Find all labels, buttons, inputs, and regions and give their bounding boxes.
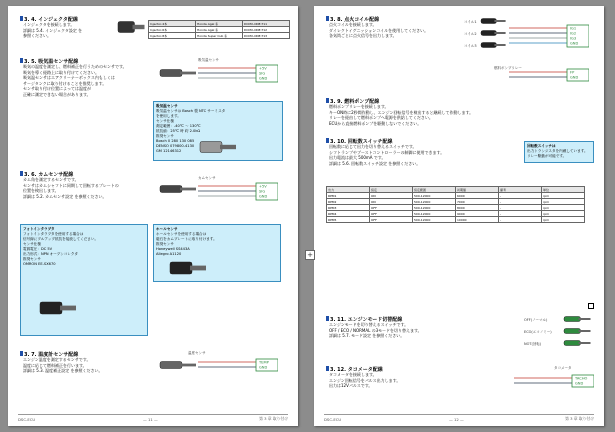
body-text: 出力電流は最大 500mA です。 (329, 155, 386, 160)
ignition-coil-photo (479, 40, 507, 50)
table-cell: 500-12000 (413, 205, 456, 211)
section-title: 3. 7. 温度計センサ配線 (24, 352, 79, 358)
section-title: 3. 5. 吸気温センサ配線 (24, 59, 79, 65)
tacho-wiring (514, 374, 594, 388)
ignition-coil-photo (479, 28, 507, 38)
table-cell: DCMX-ONE-T12 (243, 27, 290, 33)
table-cell: 出力 (327, 187, 370, 193)
body-text: 位置を検出します。 (23, 188, 59, 193)
wire-label: FP (570, 70, 575, 75)
table-cell: 初期値 (456, 187, 499, 193)
footer-chapter: 第 3 章 取り付け (565, 416, 594, 421)
body-text: 詳細は 5.4. インジェクタ設定 を (23, 27, 83, 33)
table-row (149, 33, 290, 39)
table-cell: OFF (370, 205, 413, 211)
table-cell: ON (370, 199, 413, 205)
box-line: を使用します。 (156, 114, 181, 118)
table-cell: OFF (370, 217, 413, 223)
rpm-switch-table (326, 186, 585, 223)
table-cell: DCMX-ONE-T13 (243, 33, 290, 39)
heading-marker-icon (20, 58, 23, 63)
table-cell: 500-12000 (413, 217, 456, 223)
body-text: 温度に応じて燃料補正を行います。 (23, 362, 87, 368)
coil-wiring (509, 24, 589, 48)
body-text: 各気筒ごとに点火信号を出力します。 (329, 33, 397, 38)
body-text: 吸気温センサはエアクリーナーボックス内もしくは (23, 75, 115, 80)
heading-marker-icon (20, 16, 23, 21)
table-cell: RPM3 (327, 205, 370, 211)
page-number: — 12 — (449, 417, 464, 422)
temp-wiring (198, 358, 278, 372)
table-cell: Honda Agal 系 (196, 27, 243, 33)
box-line: Allegro A1120 (156, 252, 182, 256)
body-text: 詳細は 5.2. カムセンサ設定 を参照ください。 (23, 193, 107, 199)
cam-sensor-label: カムセンサ (198, 176, 216, 180)
wire-label: GND (259, 194, 268, 199)
hall-sensor-photo (168, 256, 208, 280)
wire-label: GND (259, 365, 268, 370)
table-cell: rpm (542, 199, 585, 205)
wire-label: +5V (259, 66, 267, 71)
intake-sensor-label: 吸気温センサ (198, 58, 219, 62)
section-title: 3. 8. 点火コイル配線 (330, 17, 380, 23)
body-text: 出力は12Vパルスです。 (329, 383, 373, 388)
box-line: 推奨センサ (23, 257, 41, 261)
heading-marker-icon (20, 171, 23, 176)
box-line: 測定範囲：-40℃ ～ 130℃ (156, 124, 201, 128)
table-cell: ON (370, 193, 413, 199)
right-page (314, 6, 604, 426)
ignition-coil-photo (479, 16, 507, 26)
box-line: 吸気温センサ (156, 104, 178, 108)
body-text: カム角を測定するセンサです。 (23, 177, 79, 182)
table-cell: 500-12000 (413, 211, 456, 217)
box-line: センサ仕様 (156, 119, 174, 123)
body-text: リレーを経由して燃料ポンプへ電源を供給してください。 (329, 115, 433, 120)
box-line: Bosch 0 280 130 085 (156, 139, 195, 143)
section-title: 3. 10. 回転数スイッチ配線 (330, 139, 393, 145)
box-line: OMRON EE-SX670 (23, 262, 56, 266)
wire-label: GND (570, 41, 579, 46)
wire-label: IG1 (570, 26, 577, 31)
box-line: Honeywell SS443A (156, 247, 190, 251)
section-title: 3. 6. カムセンサ配線 (24, 172, 74, 178)
body-text: 詳細は 5.3. 温度補正設定 を参照ください。 (23, 368, 103, 373)
injector-table (148, 20, 290, 39)
box-line: 磁石をカムプレートに取り付けます。 (156, 237, 217, 241)
body-text: センサ取り付け位置によっては温度が (23, 86, 91, 91)
coil-label: コイル3 (464, 44, 477, 48)
heading-marker-icon (326, 366, 329, 371)
mode-label: NOT(回転) (524, 342, 542, 346)
injector-photo (116, 16, 146, 38)
table-cell: 10000 (456, 217, 499, 223)
body-text: 参照ください。 (23, 33, 51, 38)
box-line: 抵抗値：25℃ 時 約 2.0kΩ (156, 129, 201, 133)
footer-left: DSC-ECU (18, 417, 36, 422)
cam-wiring (198, 182, 278, 201)
mode-switch-photo (562, 326, 592, 336)
table-cell: Honda Super Cub 系 (196, 33, 243, 39)
footer-rule (18, 414, 288, 415)
wire-label: IG2 (570, 31, 577, 36)
box-line: 推奨センサ (156, 134, 174, 138)
intake-sensor-photo-2 (198, 136, 238, 158)
temp-sensor-photo (158, 358, 198, 372)
box-line: 回転数スイッチは (527, 144, 556, 148)
wire-label: TACHO (575, 376, 588, 381)
body-text: サージタンクに取り付けることを推奨します。 (23, 80, 107, 86)
body-text: インジェクタを接続します。 (23, 22, 75, 27)
section-title: 3. 11. エンジンモード切替配線 (330, 317, 403, 323)
body-text: 回転数に応じて出力を切り替えるスイッチです。 (329, 144, 417, 149)
footer-chapter: 第 3 章 取り付け (259, 416, 288, 421)
body-text: センサはカムシャフトに同期して回転するプレートの (23, 182, 119, 188)
body-text: 燃料ポンプリレーを接続します。 (329, 104, 389, 109)
box-line: ホールセンサを使用する場合は (156, 232, 207, 236)
mode-label: ECO(エコノミー) (524, 330, 552, 334)
table-cell: Injector-6本 (149, 27, 196, 33)
section-title: 3. 12. タコメータ配線 (330, 367, 383, 373)
table-cell: RPM5 (327, 217, 370, 223)
box-line: 電源電圧：DC 5V (23, 247, 53, 251)
body-text: OFF / ECO / NORMAL の3モードを切り替えます。 (329, 327, 422, 333)
table-cell: 備考 (499, 187, 542, 193)
body-text: エンジンモードを切り替えるスイッチです。 (329, 322, 409, 327)
body-text: ダイレクトイグニッションコイルを使用してください。 (329, 27, 429, 33)
table-cell: 500-12000 (413, 199, 456, 205)
table-cell: 設定範囲 (413, 187, 456, 193)
table-cell: 7000 (456, 199, 499, 205)
pump-wiring (509, 68, 589, 82)
table-cell: 8000 (456, 205, 499, 211)
wire-label: TEMP (259, 360, 269, 365)
heading-marker-icon (326, 16, 329, 21)
table-cell: - (499, 211, 542, 217)
left-page (8, 6, 298, 426)
table-cell: rpm (542, 217, 585, 223)
body-text: 吸気を導く経路上に取り付けてください。 (23, 69, 99, 75)
table-cell: - (499, 193, 542, 199)
table-cell: - (499, 217, 542, 223)
wire-label: +5V (259, 184, 267, 189)
table-cell: rpm (542, 205, 585, 211)
box-line: 信号線にプルアップ抵抗を接続してください。 (23, 237, 99, 241)
temp-sensor-label: 温度センサ (188, 351, 206, 355)
table-cell: rpm (542, 193, 585, 199)
body-text: タコメータを接続します。 (329, 372, 377, 377)
body-text: エンジン温度を測定するセンサです。 (23, 357, 91, 362)
intake-wiring (198, 64, 278, 83)
table-cell: Honda Agal 系 (196, 21, 243, 27)
heading-marker-icon (326, 138, 329, 143)
table-row (327, 217, 585, 223)
table-cell: OFF (370, 211, 413, 217)
intake-sensor-photo (158, 66, 198, 80)
heading-marker-icon (20, 351, 23, 356)
wire-label: GND (570, 75, 579, 80)
mode-label: OFF(ノーマル) (524, 318, 548, 322)
footer-left: DSC-ECU (324, 417, 342, 422)
box-line: リレー駆動が可能です。 (527, 154, 567, 158)
table-cell: - (499, 199, 542, 205)
body-text: 点火コイルを接続します。 (329, 22, 377, 27)
box-line: フォトインタラプタ (23, 227, 55, 231)
wire-label: GND (575, 381, 584, 386)
box-line: GM 12146312 (156, 149, 182, 153)
cam-sensor-photo (158, 182, 198, 196)
body-text: ECUから直接燃料ポンプを駆動しないでください。 (329, 120, 422, 126)
body-text: 正確に測定できない場合があります。 (23, 91, 91, 97)
box-line: 吸気温センサは Bosch 製 NTC サーミスタ (156, 109, 226, 113)
page-number: — 11 — (143, 417, 158, 422)
wire-label: IG3 (570, 36, 577, 41)
wire-label: GND (259, 76, 268, 81)
body-text: 吸気の温度を測定し、燃料補正を行うためのセンサです。 (23, 64, 127, 69)
box-line: 出力トランジスタを内蔵しています。 (527, 149, 588, 153)
section-title: 3. 4. インジェクタ配線 (24, 17, 78, 23)
table-cell: - (499, 205, 542, 211)
coil-label: コイル1 (464, 20, 477, 24)
table-cell: Injector-4本 (149, 21, 196, 27)
table-cell: DCMX-ONE-T11 (243, 21, 290, 27)
table-cell: 9000 (456, 211, 499, 217)
footer-rule (324, 414, 594, 415)
table-cell: rpm (542, 211, 585, 217)
wire-label: SIG (259, 71, 266, 76)
box-line: センサ仕様 (23, 242, 41, 246)
rpm-switch-note-box (524, 141, 594, 163)
table-cell: RPM4 (327, 211, 370, 217)
coil-label: コイル2 (464, 32, 477, 36)
table-cell: RPM1 (327, 193, 370, 199)
table-cell: 500-12000 (413, 193, 456, 199)
fuel-pump-label: 燃料ポンプリレー (494, 66, 522, 70)
checkbox-icon[interactable] (588, 303, 594, 309)
mode-switch-photo (562, 338, 592, 348)
table-cell: RPM2 (327, 199, 370, 205)
table-cell: 設定 (370, 187, 413, 193)
box-line: DENSO 079800-4130 (156, 144, 195, 148)
table-cell: 単位 (542, 187, 585, 193)
section-title: 3. 9. 燃料ポンプ配線 (330, 99, 380, 105)
tacho-label: タコメータ (554, 366, 572, 370)
box-line: 出力形式：NPN オープンコレクタ (23, 252, 78, 256)
heading-marker-icon (326, 316, 329, 321)
mode-switch-photo (562, 314, 592, 324)
table-cell: Injector-8本 (149, 33, 196, 39)
body-text: シフトランプやブーストコントローラーの制御に使用できます。 (329, 149, 445, 155)
box-line: 推奨センサ (156, 242, 174, 246)
body-text: キーON時に2秒間作動し、エンジン回転信号を検出すると継続して作動します。 (329, 109, 474, 115)
photo-interrupter-photo (38, 296, 78, 320)
body-text: 詳細は 5.6. 回転数スイッチ設定 を参照ください。 (329, 160, 421, 166)
box-line: フォトインタラプタを使用する場合は (23, 232, 84, 236)
body-text: エンジン回転信号をパルス出力します。 (329, 377, 401, 383)
page-spread-marker-icon[interactable]: + (305, 250, 315, 260)
body-text: 詳細は 5.7. モード設定 を参照ください。 (329, 333, 405, 338)
heading-marker-icon (326, 98, 329, 103)
wire-label: SIG (259, 189, 266, 194)
table-cell: 6000 (456, 193, 499, 199)
box-line: ホールセンサ (156, 227, 178, 231)
